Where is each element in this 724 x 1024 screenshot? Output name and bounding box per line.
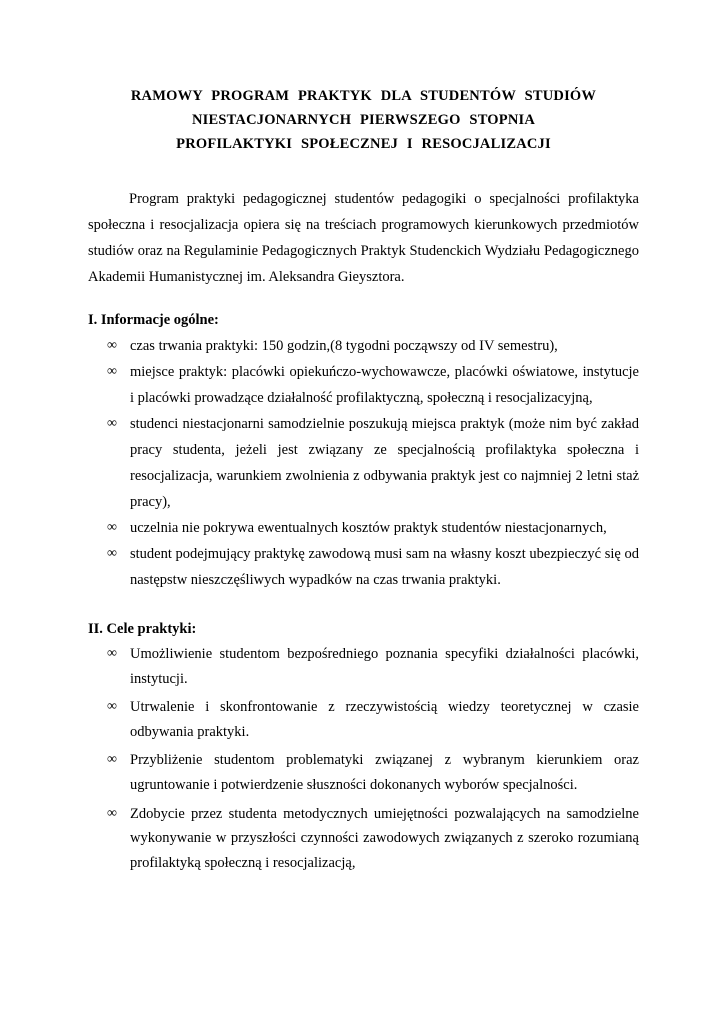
list-item (88, 695, 639, 744)
list-item-text: miejsce praktyk: placówki opiekuńczo-wychowawcze, placówki oświatowe, instytucje i placówki prowadzące działalność profilaktyczną, społeczną i resocjalizacyjną, (130, 364, 639, 406)
list-item (88, 748, 639, 797)
list-item (88, 333, 639, 359)
infinity-bullet-icon: ∞ (107, 752, 117, 768)
infinity-bullet-icon: ∞ (107, 364, 117, 379)
title-line-1: RAMOWY PROGRAM PRAKTYK DLA STUDENTÓW STUDIÓW (130, 88, 597, 104)
list-item-text: Utrwalenie i skonfrontowanie z rzeczywistością wiedzy teoretycznej w czasie odbywania praktyki. (130, 699, 639, 740)
section-spacer (88, 593, 639, 599)
infinity-bullet-icon: ∞ (107, 546, 117, 561)
list-item (88, 642, 639, 691)
list-item (88, 802, 639, 876)
list-item (88, 515, 639, 541)
list-item-text: uczelnia nie pokrywa ewentualnych kosztów praktyk studentów niestacjonarnych, (130, 520, 607, 536)
infinity-bullet-icon: ∞ (107, 805, 117, 821)
goals-list (88, 642, 639, 875)
list-item-text: Zdobycie przez studenta metodycznych umiejętności pozwalających na samodzielne wykonywanie w przyszłości czynności zawodowych związanych z szeroko rozumianą profilaktyką społeczną i resocjalizacją, (130, 805, 639, 871)
general-info-list (88, 333, 639, 593)
document-title (88, 0, 639, 156)
list-item (88, 359, 639, 411)
infinity-bullet-icon: ∞ (107, 338, 117, 353)
infinity-bullet-icon: ∞ (107, 416, 117, 431)
infinity-bullet-icon: ∞ (107, 520, 117, 535)
title-line-2: NIESTACJONARNYCH PIERWSZEGO STOPNIA (191, 112, 536, 128)
list-item-text: studenci niestacjonarni samodzielnie poszukują miejsca praktyk (może nim być zakład pracy studenta, jeżeli jest związany ze specjalnością profilaktyka społeczna i resocjalizacja, warunkiem zwolnienia z odbywania praktyk jest co najmniej 2 letni staż pracy), (130, 416, 639, 510)
section-heading-goals: II. Cele praktyki: (88, 621, 197, 637)
infinity-bullet-icon: ∞ (107, 646, 117, 661)
list-item (88, 541, 639, 593)
list-item-text: student podejmujący praktykę zawodową musi sam na własny koszt ubezpieczyć się od następstw nieszczęśliwych wypadków na czas trwania praktyki. (130, 546, 639, 588)
infinity-bullet-icon: ∞ (107, 699, 117, 715)
list-item-text: czas trwania praktyki: 150 godzin,(8 tygodni począwszy od IV semestru), (130, 338, 558, 354)
list-item-text: Umożliwienie studentom bezpośredniego poznania specyfiki działalności placówki, instytucji. (130, 646, 639, 687)
title-line-3: PROFILAKTYKI SPOŁECZNEJ I RESOCJALIZACJI (176, 136, 551, 152)
section-heading-general-info: I. Informacje ogólne: (88, 312, 219, 328)
intro-paragraph: Program praktyki pedagogicznej studentów pedagogiki o specjalności profilaktyka społeczna i resocjalizacja opiera się na treściach programowych kierunkowych przedmiotów studiów oraz na Regulaminie Pedagogicznych Praktyk Studenckich Wydziału Pedagogicznego Akademii Humanistycznej im. Aleksandra Gieysztora. (88, 191, 639, 285)
list-item-text: Przybliżenie studentom problematyki związanej z wybranym kierunkiem oraz ugruntowanie i potwierdzenie słuszności dokonanych wyborów specjalności. (130, 752, 639, 793)
list-item (88, 411, 639, 515)
